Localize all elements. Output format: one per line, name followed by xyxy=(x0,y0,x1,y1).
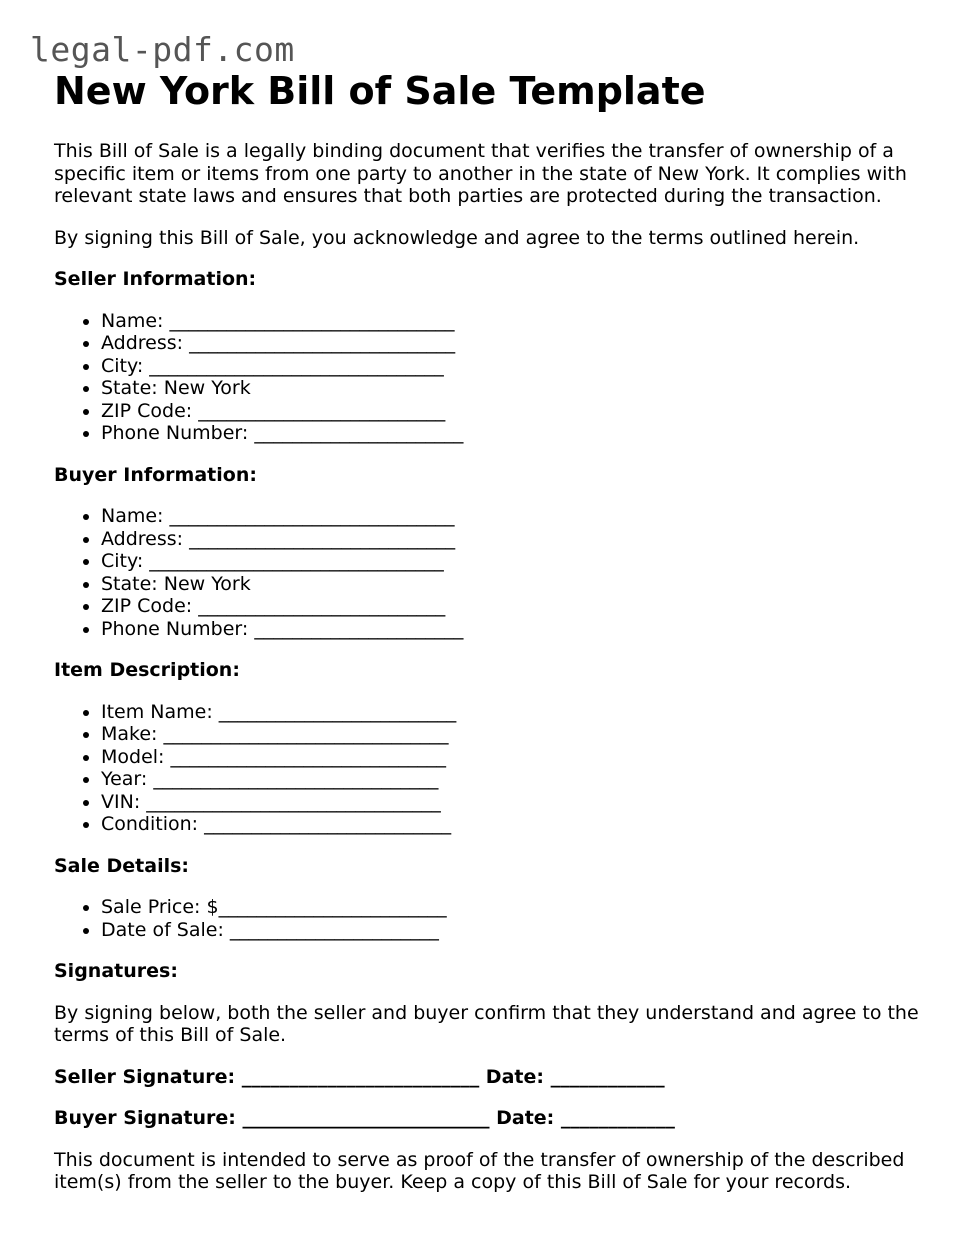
buyer-signature-line[interactable]: Buyer Signature: __________________________ Date: ____________ xyxy=(54,1107,675,1129)
seller-section-heading: Seller Information: xyxy=(54,268,257,290)
buyer-address-field[interactable]: • Address: ____________________________ xyxy=(101,528,934,551)
buyer-phone-field[interactable]: • Phone Number: ______________________ xyxy=(101,618,934,641)
sale-date-field[interactable]: • Date of Sale: ______________________ xyxy=(101,919,934,942)
buyer-city-field[interactable]: • City: _______________________________ xyxy=(101,550,934,573)
acknowledgement-paragraph: By signing this Bill of Sale, you acknowledge and agree to the terms outlined herein. xyxy=(54,226,860,249)
buyer-name-field[interactable]: • Name: ______________________________ xyxy=(101,505,934,528)
item-section-heading: Item Description: xyxy=(54,659,240,681)
seller-address-field[interactable]: • Address: ____________________________ xyxy=(101,332,934,355)
item-condition-field[interactable]: • Condition: __________________________ xyxy=(101,813,934,836)
seller-city-field[interactable]: • City: _______________________________ xyxy=(101,355,934,378)
seller-field-list xyxy=(54,310,934,445)
buyer-field-list xyxy=(54,505,934,640)
sale-field-list xyxy=(54,896,934,941)
seller-signature-line[interactable]: Seller Signature: _________________________ Date: ____________ xyxy=(54,1065,665,1088)
buyer-state-field: • State: New York xyxy=(101,573,934,596)
item-vin-field[interactable]: • VIN: _______________________________ xyxy=(101,791,934,814)
intro-paragraph: This Bill of Sale is a legally binding document that verifies the transfer of ownership of a specific item or items from one party to another in the state of New York. It complies with relevant state laws and ensures that both parties are protected during the transaction. xyxy=(54,140,907,207)
seller-name-field[interactable]: • Name: ______________________________ xyxy=(101,310,934,333)
item-name-field[interactable]: • Item Name: _________________________ xyxy=(101,701,934,724)
document-body xyxy=(54,140,934,1213)
document-title: New York Bill of Sale Template xyxy=(54,69,706,113)
item-year-field[interactable]: • Year: ______________________________ xyxy=(101,768,934,791)
item-make-field[interactable]: • Make: ______________________________ xyxy=(101,723,934,746)
buyer-section-heading: Buyer Information: xyxy=(54,463,257,486)
buyer-zip-field[interactable]: • ZIP Code: __________________________ xyxy=(101,595,934,618)
signatures-section-heading: Signatures: xyxy=(54,960,178,982)
signatures-paragraph: By signing below, both the seller and buyer confirm that they understand and agree to the terms of this Bill of Sale. xyxy=(54,1001,919,1046)
sale-section-heading: Sale Details: xyxy=(54,854,190,877)
site-watermark: legal-pdf.com xyxy=(30,30,295,69)
seller-phone-field[interactable]: • Phone Number: ______________________ xyxy=(101,422,934,445)
sale-price-field[interactable]: • Sale Price: $________________________ xyxy=(101,896,934,919)
seller-state-field: • State: New York xyxy=(101,377,934,400)
item-model-field[interactable]: • Model: _____________________________ xyxy=(101,746,934,769)
item-field-list xyxy=(54,701,934,836)
seller-zip-field[interactable]: • ZIP Code: __________________________ xyxy=(101,400,934,423)
closing-paragraph: This document is intended to serve as proof of the transfer of ownership of the described item(s) from the seller to the buyer. Keep a copy of this Bill of Sale for your records. xyxy=(54,1148,905,1193)
